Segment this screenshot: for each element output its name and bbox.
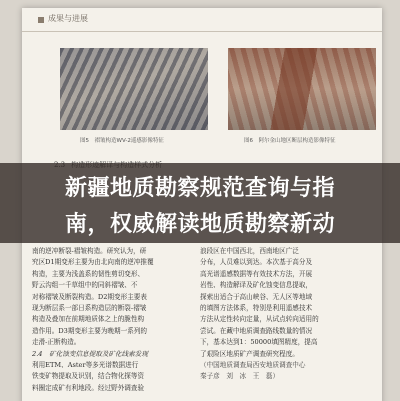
- paragraph-line: 高光谱遥感数据等有效技术方法，开展: [200, 269, 313, 278]
- paragraph-line: 方法从定性转向定量，从试点转向适用的: [200, 315, 319, 324]
- fold-structure-image: [60, 48, 208, 130]
- banner-title-line-2: 南，权威解读地质勘察新动: [64, 212, 335, 237]
- subsection-heading: 2.4 矿化蚀变信息提取及矿化线索发现: [32, 349, 148, 358]
- header-marker: [38, 17, 44, 23]
- paragraph-line: 构造及叠加在前期地质体之上的脆性构: [32, 315, 145, 324]
- paragraph-line: 下，基本达到1：50000填图精度，提高: [200, 338, 318, 347]
- paragraph-line: 南的逆冲断裂-褶皱构造。研究认为，研: [32, 247, 147, 255]
- right-text-column: [200, 246, 350, 383]
- paragraph-line: 利用ETM、Aster等多光谱数据进行: [32, 361, 139, 370]
- paragraph-line: 岩性、构造解译及矿化蚀变信息提取，: [200, 281, 313, 290]
- paragraph-line: 构造，主要为浅盖系的韧性剪切变形、: [32, 269, 145, 278]
- fault-structure-image: [228, 48, 376, 130]
- paragraph-line: 料圈定成矿有利地段。经过野外调查验: [32, 383, 145, 392]
- paragraph-line: 探索出适合于高山峡谷、无人区等地域: [200, 292, 313, 301]
- paragraph-line: 究区D1期变形主要为由北向南的逆冲推覆: [32, 258, 154, 267]
- title-banner[interactable]: [0, 163, 400, 243]
- paragraph-line: 铁变矿物提取及识别，结合物化探等资: [32, 372, 145, 381]
- paragraph-line: 分布，人员难以到达。本次基于高分及: [200, 258, 313, 267]
- figure-caption-right: 图6 阿尔金山地区断层构造影像特征: [244, 138, 336, 144]
- paragraph-line: 对称褶皱及断裂构造。D2期变形主要表: [32, 292, 147, 301]
- paragraph-line: 了艰险区地质矿产调查研究程度。: [200, 349, 299, 358]
- paragraph-line: 浪段区在中国西北，西南地区广泛: [200, 247, 299, 255]
- paragraph-line: 野云沟组一千草组中的同斜褶皱、不: [32, 281, 138, 290]
- left-text-column: [32, 246, 182, 394]
- running-title: 成果与进展: [48, 14, 88, 23]
- banner-title-line-1: 新疆地质勘察规范查询与指: [64, 176, 335, 201]
- paragraph-line: 现为断层系一部日系构造层的断裂-褶皱: [32, 304, 147, 313]
- figure-caption-left: 图5 褶皱构造WV-2遥感影像特征: [80, 138, 164, 144]
- author-affiliation: （中国地质调查局西安地质调查中心: [200, 361, 306, 370]
- paragraph-line: 走滑-正断构造。: [32, 338, 81, 347]
- author-names: 秦子彦 刘 冰 王 磊）: [200, 372, 280, 381]
- running-header: [22, 8, 382, 32]
- paragraph-line: 的填图方法体系，特别是利用遥感技术: [200, 304, 313, 313]
- paragraph-line: 造作用。D3期变形主要为晚期一系列的: [32, 326, 147, 335]
- paragraph-line: 尝试。在藏中地质调查路线数量的情况: [200, 326, 313, 335]
